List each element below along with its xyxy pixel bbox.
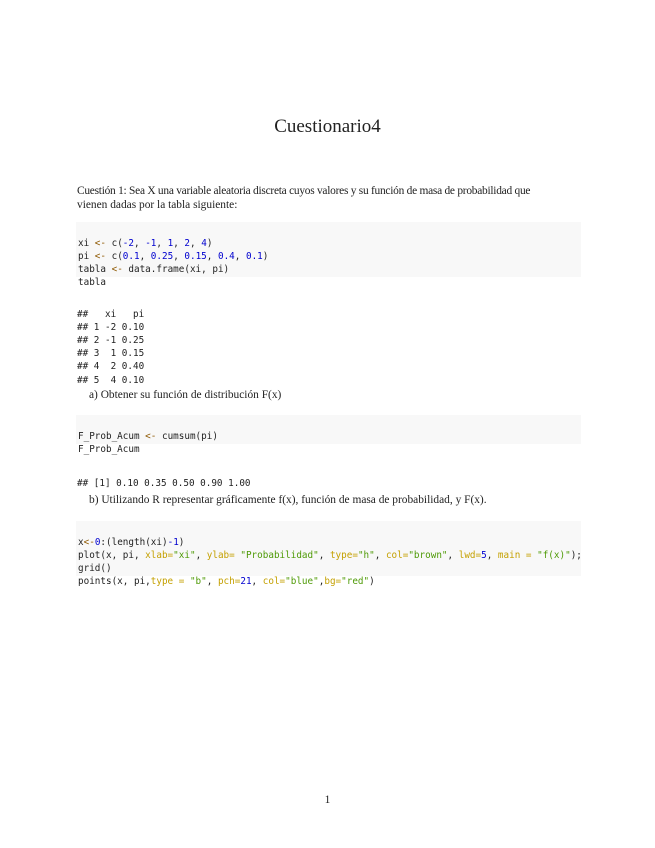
document-title: Cuestionario4 [274,116,381,137]
output-block-1 [77,295,582,387]
code-line: points(x, pi,type = "b", pch=21, col="blue",bg="red") [78,576,375,588]
code-line: plot(x, pi, xlab="xi", ylab= "Probabilidad", type="h", col="brown", lwd=5, main = "f(x)"); [78,550,582,562]
code-line: grid() [78,563,112,575]
code-line: F_Prob_Acum [78,444,140,456]
code-line: x<-0:(length(xi)-1) [78,537,185,549]
output-line: ## xi pi [77,309,145,321]
output-line: ## 5 4 0.10 [77,374,145,386]
question-line-2: vienen dadas por la tabla siguiente: [77,199,238,211]
output-line: ## 3 1 0.15 [77,348,145,360]
output-line: ## [1] 0.10 0.35 0.50 0.90 1.00 [77,478,251,490]
code-block-3 [76,521,582,588]
item-b: b) Utilizando R representar gráficamente f(x), función de masa de probabilidad, y F(x). [89,494,487,506]
question-line-1: Cuestión 1: Sea X una variable aleatoria discreta cuyos valores y su función de masa de probabilidad que [77,185,531,197]
question-paragraph [77,184,580,212]
code-line: F_Prob_Acum <- cumsum(pi) [78,431,218,443]
code-line: pi <- c(0.1, 0.25, 0.15, 0.4, 0.1) [78,251,269,263]
code-block-1 [76,222,581,289]
code-line: tabla <- data.frame(xi, pi) [78,264,230,276]
item-a: a) Obtener su función de distribución F(x) [89,389,282,401]
output-line: ## 1 -2 0.10 [77,322,145,334]
output-line: ## 4 2 0.40 [77,361,145,373]
output-block-2 [77,464,582,490]
code-line: tabla [78,277,106,289]
page-number: 1 [324,794,331,806]
output-line: ## 2 -1 0.25 [77,335,145,347]
code-line: xi <- c(-2, -1, 1, 2, 4) [78,238,213,250]
code-block-2 [76,415,581,456]
